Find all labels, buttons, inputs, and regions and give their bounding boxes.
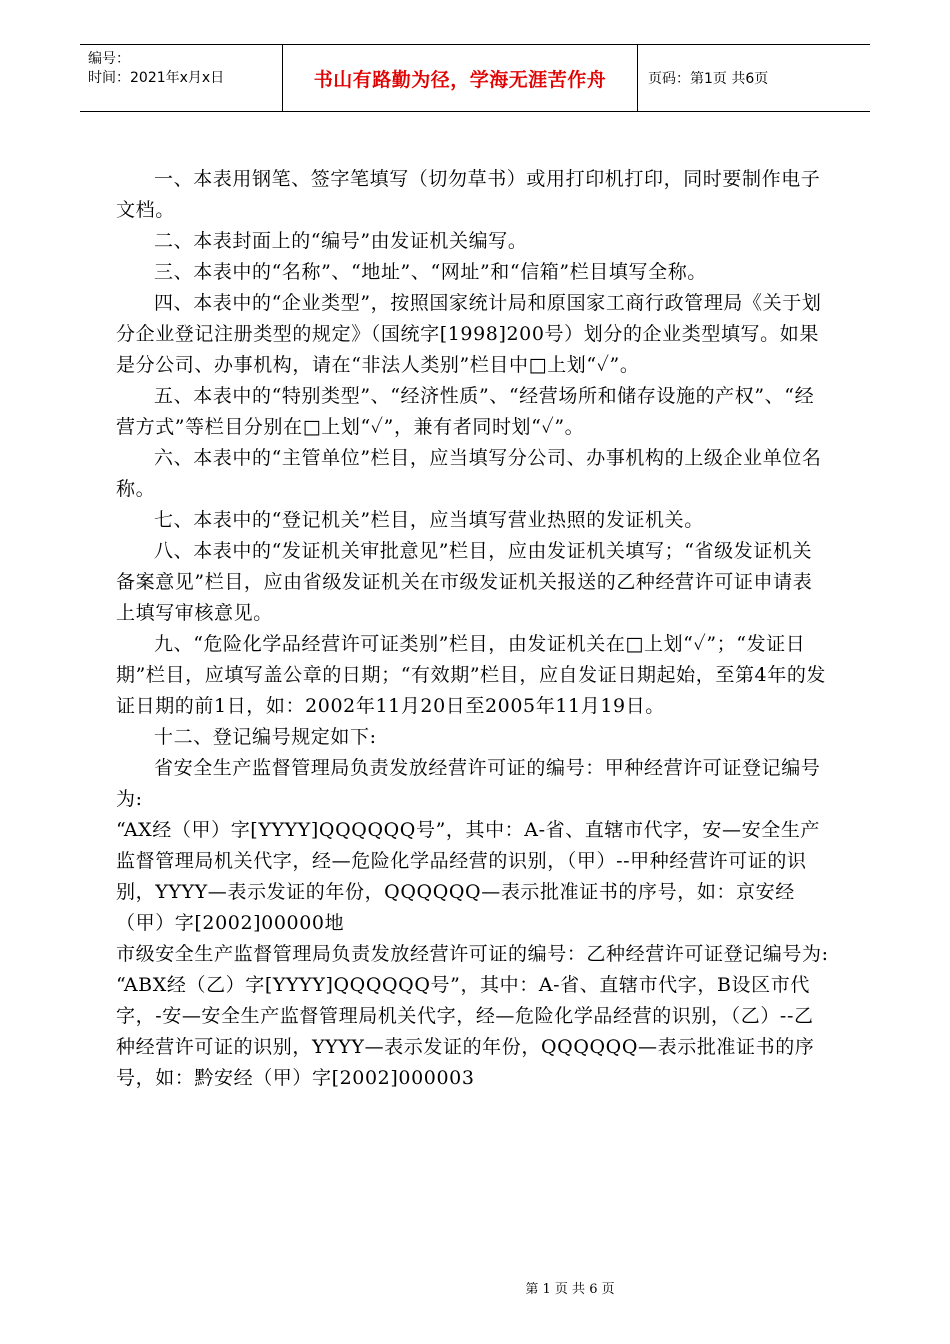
document-body	[116, 164, 830, 1094]
paragraph: 二、本表封面上的“编号”由发证机关编写。	[154, 230, 528, 252]
paragraph: “AX经（甲）字[YYYY]QQQQQQ号”，其中：A-省、直辖市代字，安—安全生产监督管理局机关代字，经—危险化学品经营的识别，（甲）--甲种经营许可证的识别，YYYY—表示发证的年份，QQQQQQ—表示批准证书的序号，如：京安经（甲）字[2002]00000地	[116, 819, 821, 934]
paragraph: 七、本表中的“登记机关”栏目，应当填写营业热照的发证机关。	[154, 509, 704, 531]
header-time-label: 时间：2021年x月x日	[88, 70, 225, 86]
paragraph: 十二、登记编号规定如下:	[154, 726, 377, 748]
header-motto: 书山有路勤为径，学海无涯苦作舟	[283, 45, 638, 111]
paragraph: 六、本表中的“主管单位”栏目，应当填写分公司、办事机构的上级企业单位名称。	[116, 447, 822, 500]
paragraph: 省安全生产监督管理局负责发放经营许可证的编号：甲种经营许可证登记编号为:	[116, 757, 821, 810]
page-footer: 第 1 页 共 6 页	[525, 1282, 615, 1297]
paragraph: “ABX经（乙）字[YYYY]QQQQQQ号”，其中：A-省、直辖市代字，B设区市代字，-安—安全生产监督管理局机关代字，经—危险化学品经营的识别，（乙）--乙种经营许可证的识别，YYYY—表示发证的年份，QQQQQQ—表示批准证书的序号，如：黔安经（甲）字[2002]000003	[116, 974, 815, 1089]
header-info	[80, 45, 283, 111]
paragraph: 市级安全生产监督管理局负责发放经营许可证的编号：乙种经营许可证登记编号为:	[116, 943, 829, 965]
header-number-label: 编号：	[88, 51, 130, 67]
paragraph: 四、本表中的“企业类型”，按照国家统计局和原国家工商行政管理局《关于划分企业登记注册类型的规定》（国统字[1998]200号）划分的企业类型填写。如果是分公司、办事机构，请在“非法人类别”栏目中□上划“✓”。	[116, 292, 822, 376]
header-page-info: 页码：第1页 共6页	[648, 71, 769, 87]
paragraph: 九、“危险化学品经营许可证类别”栏目，由发证机关在□上划“✓”；“发证日期”栏目，应填写盖公章的日期；“有效期”栏目，应自发证日期起始，至第4年的发证日期的前1日，如：2002年11月20日至2005年11月19日。	[116, 633, 827, 717]
page-header	[80, 44, 870, 112]
paragraph: 八、本表中的“发证机关审批意见”栏目，应由发证机关填写；“省级发证机关备案意见”栏目，应由省级发证机关在市级发证机关报送的乙种经营许可证申请表上填写审核意见。	[116, 540, 813, 624]
paragraph: 五、本表中的“特别类型”、“经济性质”、“经营场所和储存设施的产权”、“经营方式”等栏目分别在□上划“✓”，兼有者同时划“✓”。	[116, 385, 815, 438]
paragraph: 三、本表中的“名称”、“地址”、“网址”和“信箱”栏目填写全称。	[154, 261, 707, 283]
paragraph: 一、本表用钢笔、签字笔填写（切勿草书）或用打印机打印，同时要制作电子文档。	[116, 168, 821, 221]
